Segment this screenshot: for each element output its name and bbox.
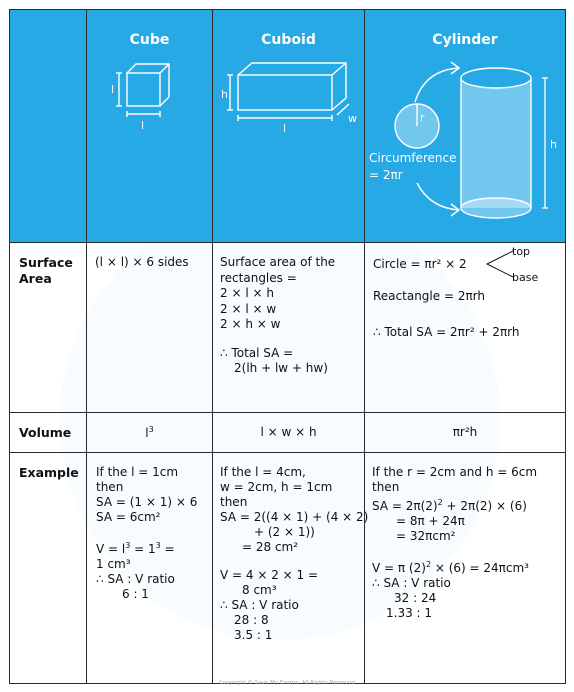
- cube-bottom-label: l: [141, 119, 145, 132]
- cylinder-sa-base: base: [512, 271, 539, 284]
- cylinder-sa-top: top: [512, 245, 531, 258]
- cuboid-example-line: If the l = 4cm,: [220, 465, 306, 479]
- cuboid-example-line: 3.5 : 1: [234, 628, 273, 642]
- cuboid-example-line: SA = 2((4 × 1) + (4 × 2): [220, 510, 369, 524]
- cube-volume-cell: [87, 413, 213, 453]
- volume-row: [10, 413, 566, 453]
- cube-surface-area-cell: [87, 243, 213, 413]
- circumference-formula: = 2πr: [369, 168, 403, 182]
- cuboid-volume: l × w × h: [260, 425, 317, 439]
- example-label: Example: [19, 465, 79, 480]
- cylinder-radius-label: r: [420, 111, 425, 124]
- cylinder-volume: πr²h: [452, 425, 478, 439]
- cube-diagram: [87, 48, 213, 178]
- cube-example-volume-line: $V = l^3 = 1^3$ =: [96, 541, 175, 556]
- cuboid-example-line: then: [220, 495, 248, 509]
- example-row: [10, 453, 566, 684]
- surface-area-row: [10, 243, 566, 413]
- copyright-footer: Copyright © Save My Exams. All Rights Reserved: [219, 680, 355, 686]
- cylinder-sa-circle: Circle = πr² × 2: [373, 257, 467, 271]
- cuboid-sa-line: Surface area of the: [220, 255, 336, 269]
- cylinder-example-line: ∴ SA : V ratio: [372, 576, 451, 590]
- cylinder-example-line: then: [372, 480, 400, 494]
- header-row: [10, 10, 566, 243]
- cuboid-example-cell: [213, 453, 369, 684]
- cylinder-example-line: = 32πcm²: [396, 529, 456, 543]
- cylinder-example-sa-line: SA = $2\pi(2)^2 + 2\pi(2) \times (6)$: [372, 498, 527, 513]
- cuboid-header-cell: [213, 10, 365, 243]
- cylinder-height-label: h: [550, 138, 557, 151]
- cylinder-base-ellipse: [461, 198, 531, 218]
- cuboid-width-label: w: [348, 112, 357, 125]
- surface-area-label-line1: Surface: [19, 255, 73, 270]
- cube-example-line: then: [96, 480, 124, 494]
- cylinder-header-cell: [365, 10, 566, 243]
- cylinder-sa-rectangle: Reactangle = 2πrh: [373, 289, 486, 303]
- cube-example-line: 6 : 1: [122, 587, 149, 601]
- surface-area-label-line2: Area: [19, 271, 52, 286]
- volume-label: Volume: [19, 425, 72, 440]
- cube-header-cell: [87, 10, 213, 243]
- cuboid-sa-line: rectangles =: [220, 270, 297, 285]
- shapes-table: [9, 9, 566, 684]
- cube-surface-area: (l × l) × 6 sides: [95, 255, 189, 269]
- corner-cell: [10, 10, 87, 243]
- cuboid-sa-line: ∴ Total SA =: [220, 345, 294, 360]
- cube-example-line: If the l = 1cm: [96, 465, 179, 479]
- cuboid-sa-line: 2 × l × w: [220, 301, 277, 316]
- cube-heading: Cube: [129, 32, 170, 48]
- cuboid-example-line: 28 : 8: [234, 613, 269, 627]
- circumference-label: Circumference: [369, 151, 457, 165]
- cube-volume-exp: 3: [148, 425, 154, 434]
- top-base-bracket: [485, 249, 515, 279]
- cuboid-height-label: h: [221, 88, 228, 101]
- cuboid-sa-line: 2 × l × h: [220, 286, 274, 300]
- cuboid-length-label: l: [283, 122, 287, 135]
- cylinder-example-cell: [365, 453, 566, 684]
- example-label-cell: [10, 453, 87, 684]
- cuboid-volume-cell: [213, 413, 365, 453]
- cylinder-example-line: 32 : 24: [394, 591, 437, 605]
- cylinder-diagram: [365, 48, 566, 238]
- cuboid-example-line: V = 4 × 2 × 1 =: [220, 568, 319, 582]
- cube-volume-base: l: [145, 426, 149, 440]
- surface-area-label-cell: [10, 243, 87, 413]
- cuboid-surface-area-cell: [213, 243, 365, 413]
- cylinder-example-line: = 8π + 24π: [396, 514, 465, 528]
- cuboid-sa-line: 2(lh + lw + hw): [234, 361, 328, 375]
- volume-label-cell: [10, 413, 87, 453]
- cylinder-surface-area-cell: [365, 243, 566, 413]
- cuboid-example-line: + (2 × 1)): [254, 525, 315, 539]
- cylinder-sa-total: ∴ Total SA = 2πr² + 2πrh: [373, 325, 520, 339]
- cylinder-example-volume-line: V = π $(2)^2 \times (6) = 24\pi cm^3$: [372, 560, 529, 575]
- cylinder-heading: Cylinder: [432, 32, 498, 48]
- cube-example-line: 1 cm³: [96, 557, 131, 571]
- cube-example-line: SA = (1 × 1) × 6: [96, 495, 198, 509]
- cube-example-line: SA = 6cm²: [96, 510, 161, 524]
- cuboid-example-line: w = 2cm, h = 1cm: [220, 480, 333, 494]
- cuboid-example-line: = 28 cm²: [242, 540, 299, 554]
- cylinder-top-ellipse: [461, 68, 531, 88]
- cuboid-heading: Cuboid: [261, 32, 316, 48]
- cylinder-example-line: If the r = 2cm and h = 6cm: [372, 465, 538, 479]
- cuboid-example-line: 8 cm³: [242, 583, 277, 597]
- cylinder-volume-cell: [365, 413, 566, 453]
- cube-side-label: l: [111, 83, 115, 96]
- cuboid-diagram: [213, 48, 365, 178]
- cylinder-example-line: 1.33 : 1: [386, 606, 433, 620]
- cube-example-cell: [87, 453, 213, 684]
- cuboid-sa-line: 2 × h × w: [220, 317, 281, 331]
- cube-example-line: ∴ SA : V ratio: [96, 572, 175, 586]
- cuboid-example-line: ∴ SA : V ratio: [220, 598, 299, 612]
